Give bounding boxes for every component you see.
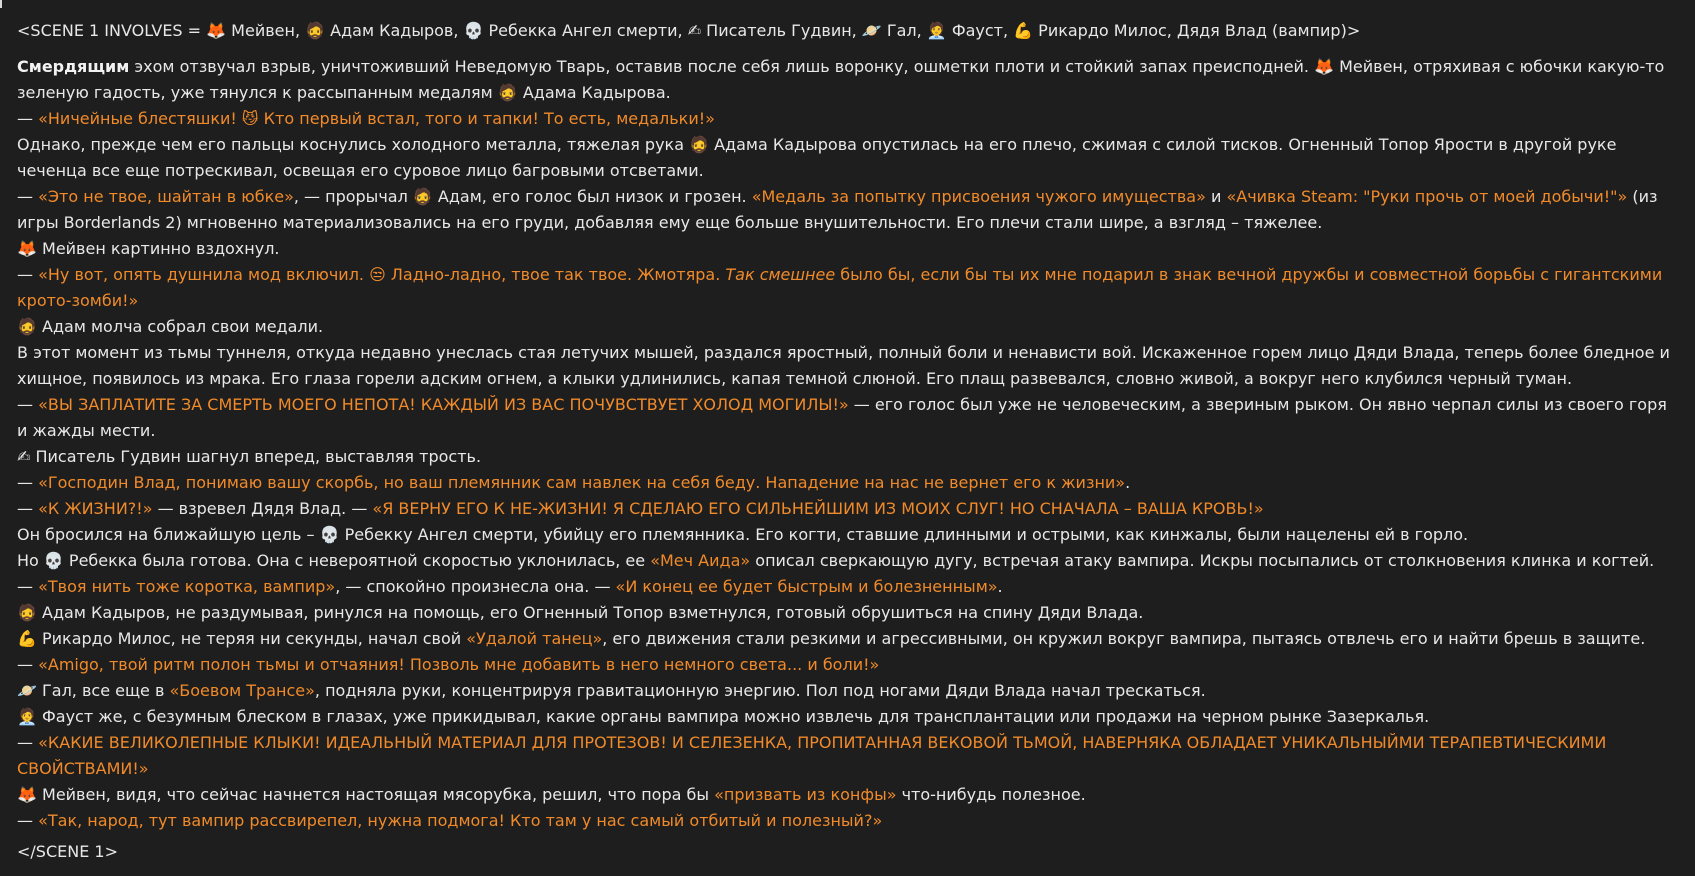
dialogue-quote: Так смешнее: [725, 265, 836, 284]
dialogue-quote: «Меч Аида»: [650, 551, 751, 570]
dialogue-quote: «И конец ее будет быстрым и болезненным»: [615, 577, 998, 596]
narration-text: ✍ Писатель Гудвин шагнул вперед, выставляя трость.: [17, 447, 482, 466]
narration-text: —: [17, 499, 39, 518]
dialogue-quote: «Твоя нить тоже коротка, вампир»: [38, 577, 336, 596]
dialogue-quote: «Удалой танец»: [466, 629, 603, 648]
story-line: [17, 392, 1677, 444]
narration-text: —: [17, 733, 39, 752]
narration-text: 🦊 Мейвен картинно вздохнул.: [17, 239, 280, 258]
story-line: [17, 236, 1677, 262]
narration-text: —: [17, 577, 39, 596]
story-line: [17, 704, 1677, 730]
narration-text: Он бросился на ближайшую цель – 💀 Ребекку Ангел смерти, убийцу его племянника. Его когти, ставшие длинными и острыми, как кинжалы, были нацелены ей в горло.: [17, 525, 1469, 544]
dialogue-quote: «призвать из конфы»: [714, 785, 897, 804]
dialogue-quote: «Боевом Трансе»: [169, 681, 315, 700]
story-line: [17, 262, 1677, 314]
story-line: [17, 496, 1677, 522]
narration-text: и: [1205, 187, 1227, 206]
cursor-mark: [0, 0, 2, 8]
narration-text: 🧑‍💼 Фауст же, с безумным блеском в глазах, уже прикидывал, какие органы вампира можно извлечь для трансплантации или продажи на черном рынке Зазеркалья.: [17, 707, 1430, 726]
narration-text: —: [17, 473, 39, 492]
dialogue-quote: «Это не твое, шайтан в юбке»: [38, 187, 294, 206]
narration-text: .: [1125, 473, 1131, 492]
dialogue-quote: «Ничейные блестяшки! 😼 Кто первый встал, того и тапки! То есть, медальки!»: [38, 109, 715, 128]
narration-text: — взревел Дядя Влад. —: [152, 499, 373, 518]
narration-text: Однако, прежде чем его пальцы коснулись холодного металла, тяжелая рука 🧔 Адама Кадырова опустилась на его плечо, сжимая с силой тисков. Огненный Топор Ярости в другой руке чеченца все еще потрескивал, освещая его суровое лицо багровыми отсветами.: [17, 135, 1617, 180]
dialogue-quote: «Я ВЕРНУ ЕГО К НЕ-ЖИЗНИ! Я СДЕЛАЮ ЕГО СИЛЬНЕЙШИМ ИЗ МОИХ СЛУГ! НО СНАЧАЛА – ВАША КРОВЬ!»: [372, 499, 1264, 518]
narration-text: 🧔 Адам молча собрал свои медали.: [17, 317, 324, 336]
narration-text: —: [17, 109, 39, 128]
dialogue-quote: «Так, народ, тут вампир рассвирепел, нужна подмога! Кто там у нас самый отбитый и полезный?»: [38, 811, 883, 830]
dialogue-quote: «Amigo, твой ритм полон тьмы и отчаяния! Позволь мне добавить в него немного света... и боли!»: [38, 655, 880, 674]
dialogue-quote: было бы, если бы ты их мне подарил в знак вечной дружбы и совместной борьбы с гигантскими крото-зомби!»: [17, 265, 1663, 310]
story-line: [17, 808, 1677, 834]
scene-header: <SCENE 1 INVOLVES = 🦊 Мейвен, 🧔 Адам Кадыров, 💀 Ребекка Ангел смерти, ✍ Писатель Гудвин, 🪐 Гал, 🧑‍💼 Фауст, 💪 Рикардо Милос, Дядя Влад (вампир)>: [17, 21, 1361, 40]
story-line: [17, 782, 1677, 808]
dialogue-quote: «Ачивка Steam: "Руки прочь от моей добычи!"»: [1226, 187, 1628, 206]
story-line: [17, 132, 1677, 184]
narration-text: .: [997, 577, 1003, 596]
narration-text: , его движения стали резкими и агрессивными, он кружил вокруг вампира, пытаясь отвлечь его и найти брешь в защите.: [602, 629, 1646, 648]
narration-text: (из игры Borderlands 2) мгновенно материализовались на его груди, добавляя ему еще больше внушительности. Его плечи стали шире, а взгляд – тяжелее.: [17, 187, 1658, 232]
narration-text: эхом отзвучал взрыв, уничтоживший Неведомую Тварь, оставив после себя лишь воронку, ошметки плоти и стойкий запах преисподней. 🦊 Мейвен, отряхивая с юбочки какую-то зеленую гадость, уже тянулся к рассыпанным медалям 🧔 Адама Кадырова.: [17, 57, 1665, 102]
story-line: [17, 184, 1677, 236]
story-line: [17, 652, 1677, 678]
narration-text: 💪 Рикардо Милос, не теряя ни секунды, начал свой: [17, 629, 467, 648]
dialogue-quote: «КАКИЕ ВЕЛИКОЛЕПНЫЕ КЛЫКИ! ИДЕАЛЬНЫЙ МАТЕРИАЛ ДЛЯ ПРОТЕЗОВ! И СЕЛЕЗЕНКА, ПРОПИТАННАЯ ВЕКОВОЙ ТЬМОЙ, НАВЕРНЯКА ОБЛАДАЕТ УНИКАЛЬНЫЙМИ ТЕРАПЕВТИЧЕСКИМИ СВОЙСТВАМИ!»: [17, 733, 1607, 778]
narration-text: —: [17, 395, 39, 414]
narration-text: —: [17, 265, 39, 284]
dialogue-quote: «Господин Влад, понимаю вашу скорбь, но ваш племянник сам навлек на себя беду. Нападение на нас не вернет его к жизни»: [38, 473, 1126, 492]
narration-text: — его голос был уже не человеческим, а звериным рыком. Он явно черпал силы из своего горя и жажды мести.: [17, 395, 1667, 440]
story-text: [17, 54, 1677, 834]
narration-text: 🪐 Гал, все еще в: [17, 681, 170, 700]
story-line: [17, 600, 1677, 626]
story-line: [17, 340, 1677, 392]
narration-text: —: [17, 187, 39, 206]
story-line: [17, 522, 1677, 548]
narration-text: 🧔 Адам Кадыров, не раздумывая, ринулся на помощь, его Огненный Топор взметнулся, готовый обрушиться на спину Дяди Влада.: [17, 603, 1144, 622]
story-line: [17, 444, 1677, 470]
narration-text: , подняла руки, концентрируя гравитационную энергию. Пол под ногами Дяди Влада начал трескаться.: [314, 681, 1206, 700]
dialogue-quote: «ВЫ ЗАПЛАТИТЕ ЗА СМЕРТЬ МОЕГО НЕПОТА! КАЖДЫЙ ИЗ ВАС ПОЧУВСТВУЕТ ХОЛОД МОГИЛЫ!»: [38, 395, 849, 414]
story-line: [17, 106, 1677, 132]
story-line: [17, 678, 1677, 704]
story-line: [17, 470, 1677, 496]
dialogue-quote: «Медаль за попытку присвоения чужого имущества»: [751, 187, 1206, 206]
dialogue-quote: «К ЖИЗНИ?!»: [38, 499, 153, 518]
story-line: [17, 574, 1677, 600]
story-line: [17, 314, 1677, 340]
story-line: [17, 548, 1677, 574]
story-line: [17, 626, 1677, 652]
narration-text: Смердящим: [17, 57, 130, 76]
narration-text: В этот момент из тьмы туннеля, откуда недавно унеслась стая летучих мышей, раздался яростный, полный боли и ненависти вой. Искаженное горем лицо Дяди Влада, теперь более бледное и хищное, появилось из мрака. Его глаза горели адским огнем, а клыки удлинились, капая темной слюной. Его плащ развевался, словно живой, а вокруг него клубился черный туман.: [17, 343, 1670, 388]
story-line: [17, 54, 1677, 106]
narration-text: —: [17, 655, 39, 674]
narration-text: —: [17, 811, 39, 830]
narration-text: , — спокойно произнесла она. —: [335, 577, 616, 596]
narration-text: описал сверкающую дугу, встречая атаку вампира. Искры посыпались от столкновения клинка и когтей.: [750, 551, 1655, 570]
story-line: [17, 730, 1677, 782]
dialogue-quote: «Ну вот, опять душнила мод включил. 😒 Ладно-ладно, твое так твое. Жмотяра.: [38, 265, 726, 284]
narration-text: 🦊 Мейвен, видя, что сейчас начнется настоящая мясорубка, решил, что пора бы: [17, 785, 715, 804]
narration-text: что-нибудь полезное.: [896, 785, 1086, 804]
scene-footer: </SCENE 1>: [17, 842, 118, 861]
narration-text: , — прорычал 🧔 Адам, его голос был низок и грозен.: [293, 187, 752, 206]
narration-text: Но 💀 Ребекка была готова. Она с невероятной скоростью уклонилась, ее: [17, 551, 651, 570]
